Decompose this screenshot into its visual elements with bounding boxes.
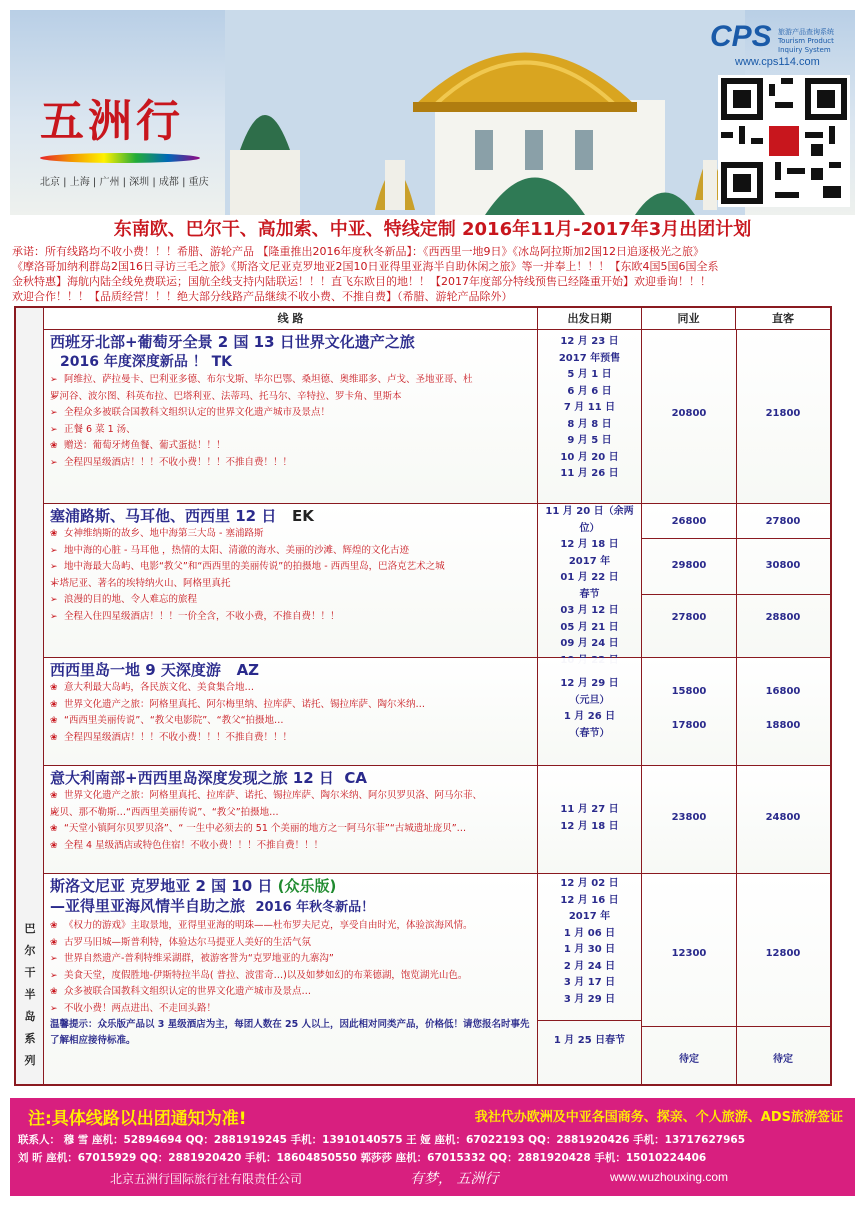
route-bullet: ➢ 全程入住四星级酒店！！！一价全含，不收小费，不推自费！！！: [50, 609, 531, 626]
promo-line: 承诺：所有线路均不收小费！！！希腊、游轮产品 【隆重推出2016年度秋冬新品】：《西西里一地9日》《冰岛阿拉斯加2国12日追逐极光之旅》: [12, 245, 704, 258]
route-cell: [44, 874, 538, 1084]
col-peer: 同业: [642, 308, 736, 330]
promo-text: [12, 244, 852, 304]
direct-price: 30800: [765, 560, 801, 571]
website-link[interactable]: www.wuzhouxing.com: [610, 1170, 729, 1184]
direct-price: 待定: [773, 1054, 793, 1065]
route-title: 塞浦路斯、马耳他、西西里 12 日 EK: [50, 507, 314, 525]
peer-price: 12300: [671, 948, 707, 959]
direct-price: 12800: [765, 948, 801, 959]
contact-line: 联系人： 穆 雪 座机：52894694 QQ：2881919245 手机：13910140575 王 娅 座机：67022193 QQ：2881920426 手机：13717627965: [18, 1134, 746, 1146]
date-cell: 11 月 27 日 12 月 18 日: [538, 766, 642, 873]
slogan: 有梦， 五洲行: [410, 1171, 499, 1187]
table-row[interactable]: [44, 658, 830, 766]
date-cell: 11 月 20 日（余两位） 12 月 18 日 2017 年 01 月 22 日 春节 03 月 12 日 05 月 21 日 09 月 24 日: [538, 504, 642, 657]
peer-price: 15800: [671, 686, 707, 697]
route-subtitle: 2016 年度深度新品 ！ TK: [60, 354, 232, 370]
footer: [10, 1098, 855, 1196]
promo-line: 欢迎合作！！！【品质经营！！！绝大部分线路产品继续不收小费、不推自费】（希腊、游轮产品除外）: [12, 290, 513, 303]
route-bullet: ❀ 古罗马旧城—斯普利特，体验达尔马提亚人美好的生活气氛: [50, 935, 531, 952]
route-bullet: ➢ 美食天堂，度假胜地-伊斯特拉半岛( 普拉、波雷奇…)以及如梦如幻的布莱德湖，饱览湖光山色。: [50, 968, 531, 985]
peer-price: 29800: [671, 560, 707, 571]
price-divider: [642, 594, 830, 595]
route-bullet: ➢ 浪漫的目的地、令人难忘的旅程: [50, 592, 531, 609]
page-title: 东南欧、巴尔干、高加索、中亚、特线定制 2016年11月-2017年3月出团计划: [113, 219, 752, 240]
route-bullet: ➢ 庞贝、那不勒斯…“西西里美丽传说”、“教父”拍摄地…: [50, 805, 531, 822]
direct-price: 18800: [765, 720, 801, 731]
route-bullet: ❀ 众多被联合国教科文组织认定的世界文化遗产城市及景点…: [50, 984, 531, 1001]
cps-subtitle: 旅游产品查询系统 Tourism Product Inquiry System: [778, 28, 834, 54]
tour-table: [14, 306, 832, 1086]
route-subtitle: —亚得里亚海风情半自助之旅 2016 年秋冬新品！: [50, 897, 375, 915]
series-label: 巴 尔 干 半 岛 系 列: [24, 922, 36, 1067]
col-route: 线 路: [44, 308, 538, 330]
peer-price: 23800: [671, 812, 707, 823]
promo-line: 金秋特惠】海航内陆全线免费联运；国航全线支持内陆联运！！！直飞东欧目的地！！【2017年度部分特线预售已经隆重开始】欢迎垂询！！！: [12, 275, 711, 288]
brand-logo[interactable]: [40, 85, 220, 195]
direct-price: 27800: [765, 516, 801, 527]
direct-price: 28800: [765, 612, 801, 623]
direct-price: 16800: [765, 686, 801, 697]
route-bullet: ➢ 阿维拉、萨拉曼卡、巴利亚多德、布尔戈斯、毕尔巴鄂、桑坦德、奥维耶多、卢戈、圣地亚哥、杜: [50, 372, 531, 389]
date-cell: 12 月 23 日 2017 年预售 5 月 1 日 6 月 6 日 7 月 11 日 8 月 8 日 9 月 5 日 10 月 20 日 11 月 26 日: [538, 330, 642, 503]
promo-line: 《摩洛哥加纳利群岛2国16日寻访三毛之旅》《斯洛文尼亚克罗地亚2国10日亚得里亚海半自助休闲之旅》等一并奉上！！！【东欧4国5国6国全系: [12, 260, 719, 273]
route-bullet: ❀ 全程 4 星级酒店或特色住宿！不收小费！！！不推自费！！！: [50, 838, 531, 855]
route-title: 意大利南部+西西里岛深度发现之旅 12 日 CA: [50, 769, 367, 787]
route-cell: [44, 504, 538, 657]
table-header: [44, 308, 830, 330]
route-title: 斯洛文尼亚 克罗地亚 2 国 10 日 (众乐版): [50, 877, 337, 895]
route-bullet: ❀ 全程四星级酒店！！！不收小费！！！不推自费！！！: [50, 730, 531, 747]
col-direct: 直客: [772, 312, 794, 325]
price-divider: [642, 1026, 830, 1027]
route-bullet: ❀ “西西里美丽传说”、“教父电影院”、“教父“拍摄地…: [50, 713, 531, 730]
route-title: 西班牙北部+葡萄牙全景 2 国 13 日世界文化遗产之旅: [50, 333, 415, 351]
office-cities: 北京 | 上海 | 广州 | 深圳 | 成都 | 重庆: [40, 177, 209, 188]
route-cell: [44, 658, 538, 765]
logo-text: 五洲行: [40, 96, 184, 147]
route-bullet: ❀ 意大利最大岛屿，各民族文化、美食集合地…: [50, 680, 531, 697]
route-bullet: ❀ 赠送：葡萄牙烤鱼餐、葡式蛋挞！！！: [50, 438, 531, 455]
table-row[interactable]: [44, 504, 830, 658]
cps-logo: CPS: [710, 20, 772, 53]
table-row[interactable]: [44, 330, 830, 504]
table-row[interactable]: [44, 766, 830, 874]
qr-code-icon[interactable]: [718, 75, 850, 207]
peer-price: 17800: [671, 720, 707, 731]
series-sidebar: [16, 308, 44, 1084]
peer-price: 26800: [671, 516, 707, 527]
company-name: 北京五洲行国际旅行社有限责任公司: [110, 1172, 303, 1186]
visa-service: 我社代办欧洲及中亚各国商务、探亲、个人旅游、ADS旅游签证: [474, 1110, 843, 1125]
route-bullet: ➢ 正餐 6 菜 1 汤、: [50, 422, 531, 439]
route-cell: [44, 766, 538, 873]
peer-price: 27800: [671, 612, 707, 623]
col-date: 出发日期: [538, 308, 642, 330]
route-bullet: ❀ 《权力的游戏》主取景地，亚得里亚海的明珠——杜布罗夫尼克，享受自由时光，体验滨海风情。: [50, 918, 531, 935]
route-bullet: ❀ 女神维纳斯的故乡、地中海第三大岛 - 塞浦路斯: [50, 526, 531, 543]
route-bullet: ➢ 卡塔尼亚、著名的埃特纳火山、阿格里真托: [50, 576, 531, 593]
cathedral-domes-image: [225, 10, 745, 215]
cps-qr-panel[interactable]: [710, 20, 855, 210]
route-bullet: ➢ 全程众多被联合国教科文组织认定的世界文化遗产城市及景点！: [50, 405, 531, 422]
direct-price: 24800: [765, 812, 801, 823]
route-bullet: ❀ 世界文化遗产之旅：阿格里真托、拉库萨、诺托、锡拉库萨、陶尔米纳、阿尔贝罗贝洛、阿马尔菲、: [50, 788, 531, 805]
table-row[interactable]: [44, 874, 830, 1084]
route-bullet: ➢ 地中海最大岛屿、电影“教父”和“西西里的美丽传说”的拍摄地 - 西西里岛，巴洛克艺术之城: [50, 559, 531, 576]
price-divider: [642, 538, 830, 539]
route-bullet: ➢ 全程四星级酒店！！！不收小费！！！不推自费！！！: [50, 455, 531, 472]
warm-tip: 温馨提示：众乐版产品以 3 星级酒店为主，每团人数在 25 人以上，因此相对同类产品，价格低！请您报名时事先了解相应接待标准。: [50, 1019, 530, 1046]
header-banner: [10, 10, 855, 215]
route-bullet: ➢ 罗河谷、波尔图、科英布拉、巴塔利亚、法蒂玛、托马尔、辛特拉、罗卡角、里斯本: [50, 389, 531, 406]
route-bullet: ➢ 地中海的心脏 - 马耳他 ，热情的太阳、清澈的海水、美丽的沙滩、辉煌的文化古迹: [50, 543, 531, 560]
column-divider: [736, 658, 737, 765]
route-bullet: ❀ “天堂小镇阿尔贝罗贝洛”、“ 一生中必须去的 51 个美丽的地方之一阿马尔菲”“古城遗址庞贝”…: [50, 821, 531, 838]
route-bullet: ➢ 不收小费！两点进出、不走回头路！: [50, 1001, 531, 1018]
route-bullet: ❀ 世界文化遗产之旅：阿格里真托、阿尔梅里纳、拉库萨、诺托、锡拉库萨、陶尔米纳…: [50, 697, 531, 714]
peer-price: 20800: [671, 408, 707, 419]
route-bullet: ➢ 世界自然遗产-普利特维采湖群，被游客誉为“克罗地亚的九寨沟”: [50, 951, 531, 968]
date-cell: 12 月 29 日 （元旦） 1 月 26 日 （春节）: [538, 658, 642, 765]
rainbow-swoosh-icon: [40, 153, 200, 163]
cps-url[interactable]: www.cps114.com: [735, 56, 820, 68]
route-cell: [44, 330, 538, 503]
date-cell: 12 月 02 日 12 月 16 日 2017 年 1 月 06 日 1 月 30 日 2 月 24 日 3 月 17 日 3 月 29 日 1 月 25 日春节: [538, 874, 642, 1084]
contact-line: 刘 昕 座机：67015929 QQ：2881920420 手机：18604850550 郭莎莎 座机：67015332 QQ：2881920428 手机：15010224406: [18, 1152, 707, 1164]
footer-note: 注:具体线路以出团通知为准!: [28, 1109, 247, 1129]
peer-price: 待定: [679, 1054, 699, 1065]
route-title: 西西里岛一地 9 天深度游 AZ: [50, 661, 260, 679]
direct-price: 21800: [765, 408, 801, 419]
